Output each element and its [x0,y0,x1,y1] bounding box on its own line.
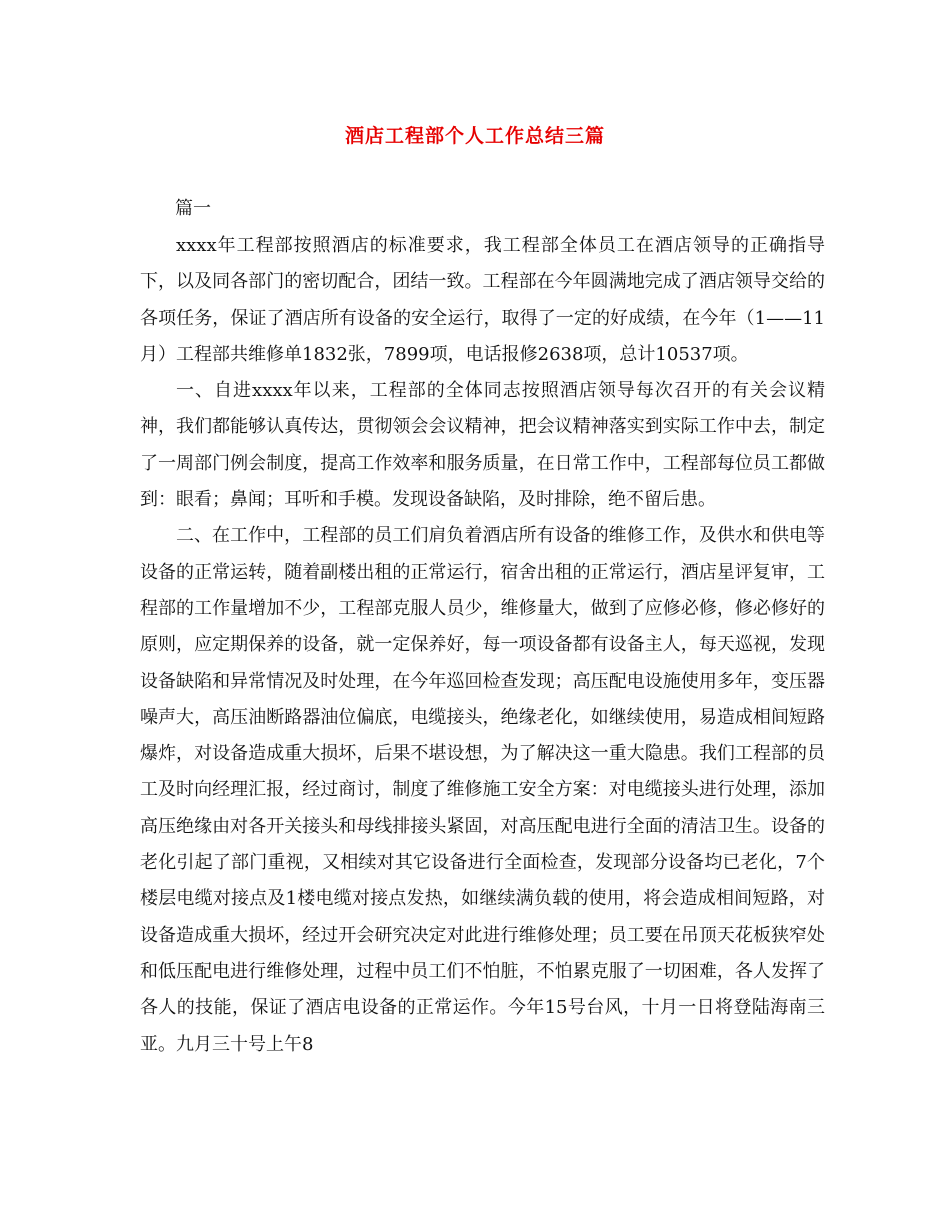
document-body [140,228,825,1063]
document-title: 酒店工程部个人工作总结三篇 [344,125,605,147]
paragraph-point-one: 一、自进xxxx年以来，工程部的全体同志按照酒店领导每次召开的有关会议精神，我们都能够认真传达，贯彻领会会议精神，把会议精神落实到实际工作中去，制定了一周部门例会制度，提高工作效率和服务质量，在日常工作中，工程部每位员工都做到：眼看；鼻闻；耳听和手模。发现设备缺陷，及时排除，绝不留后患。 [140,380,825,511]
paragraph-point-two: 二、在工作中，工程部的员工们肩负着酒店所有设备的维修工作，及供水和供电等设备的正常运转，随着副楼出租的正常运行，宿舍出租的正常运行，酒店星评复审，工程部的工作量增加不少，工程部克服人员少，维修量大，做到了应修必修，修必修好的原则，应定期保养的设备，就一定保养好，每一项设备都有设备主人，每天巡视，发现设备缺陷和异常情况及时处理，在今年巡回检查发现；高压配电设施使用多年，变压器噪声大，高压油断路器油位偏底，电缆接头，绝缘老化，如继续使用，易造成相间短路爆炸，对设备造成重大损坏，后果不堪设想，为了解决这一重大隐患。我们工程部的员工及时向经理汇报，经过商讨，制度了维修施工安全方案：对电缆接头进行处理，添加高压绝缘由对各开关接头和母线排接头紧固，对高压配电进行全面的清洁卫生。设备的老化引起了部门重视，又相续对其它设备进行全面检查，发现部分设备均已老化，7个楼层电缆对接点及1楼电缆对接点发热，如继续满负载的使用，将会造成相间短路，对设备造成重大损坏，经过开会研究决定对此进行维修处理；员工要在吊顶天花板狭窄处和低压配电进行维修处理，过程中员工们不怕脏，不怕累克服了一切困难，各人发挥了各人的技能，保证了酒店电设备的正常运作。今年15号台风，十月一日将登陆海南三亚。九月三十号上午8 [140,525,825,1055]
paragraph-intro: xxxx年工程部按照酒店的标准要求，我工程部全体员工在酒店领导的正确指导下，以及同各部门的密切配合，团结一致。工程部在今年圆满地完成了酒店领导交给的各项任务，保证了酒店所有设备的安全运行，取得了一定的好成绩，在今年（1——11月）工程部共维修单1832张，7899项，电话报修2638项，总计10537项。 [140,235,825,365]
section-heading: 篇一 [175,198,211,219]
